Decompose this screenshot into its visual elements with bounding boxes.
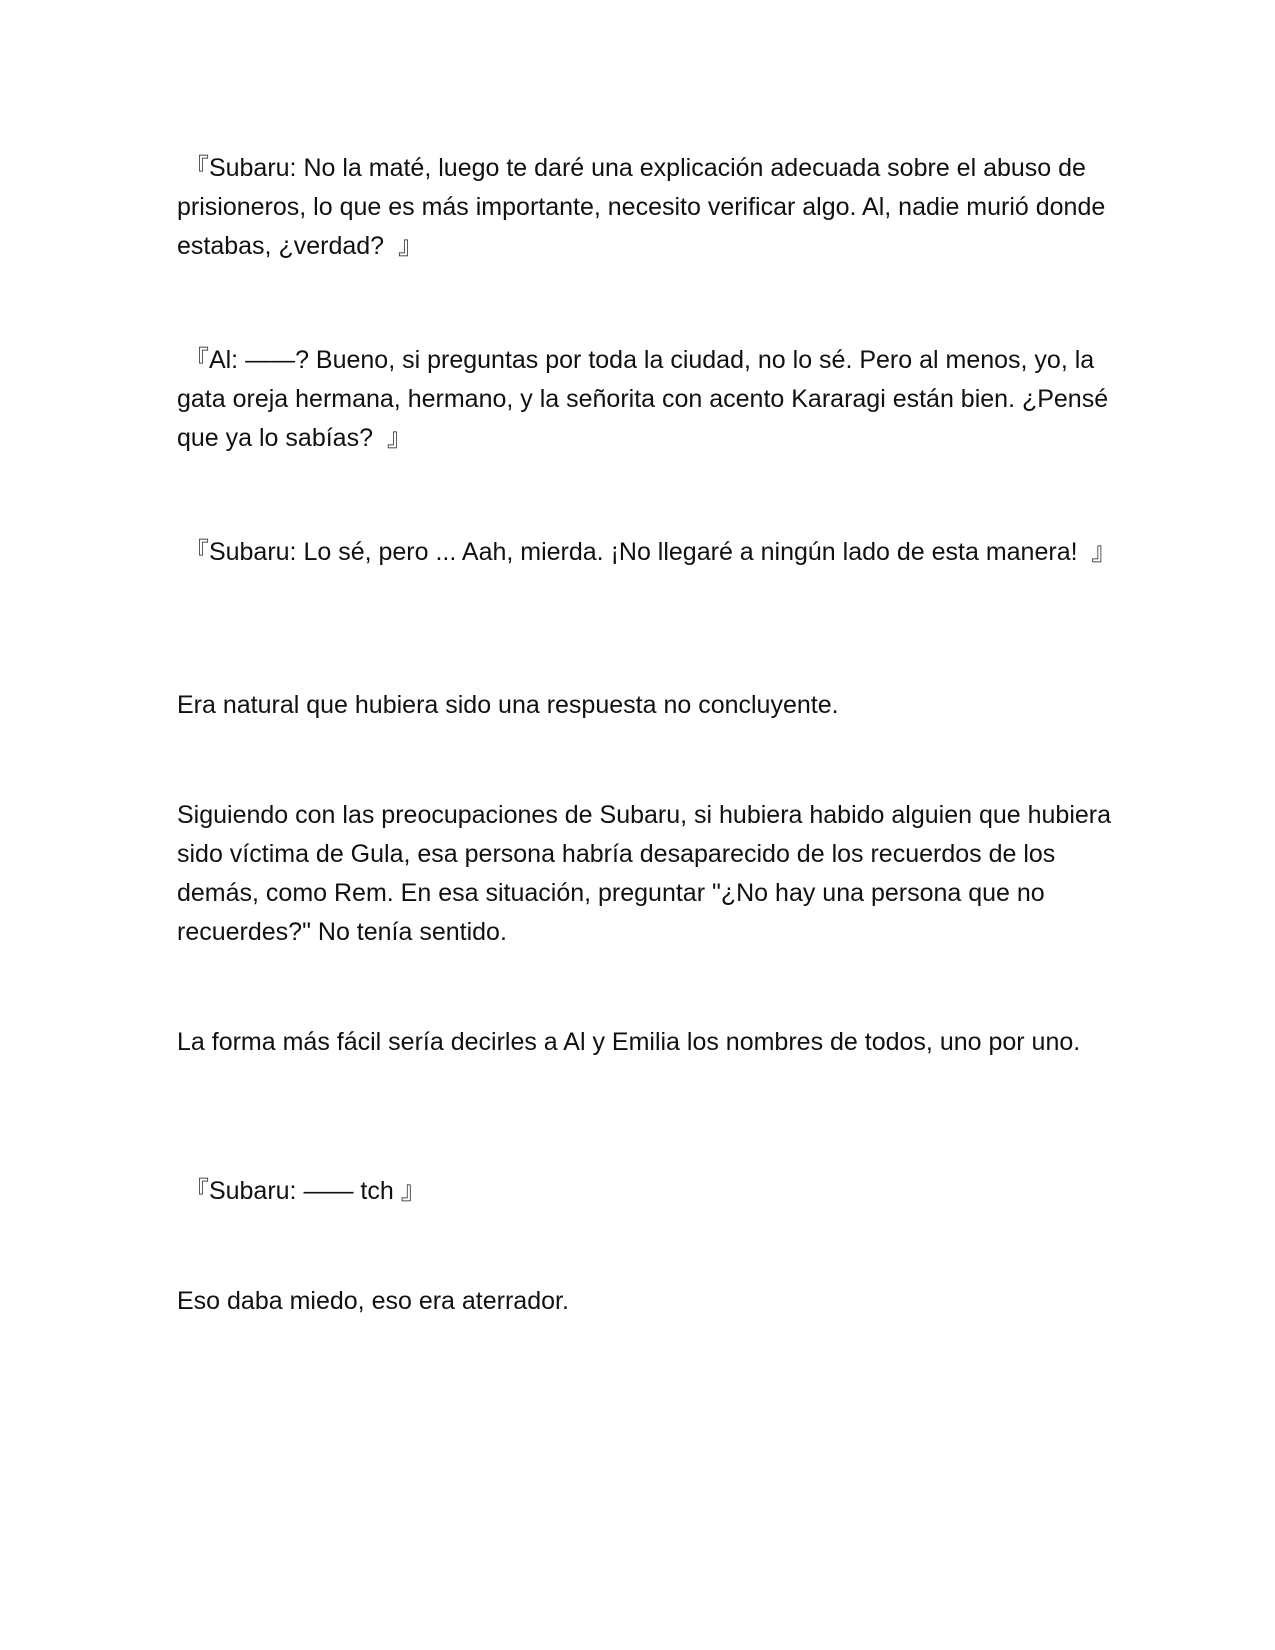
narration-inconclusive: Era natural que hubiera sido una respuesta no concluyente. (177, 691, 839, 719)
dialogue-subaru-frustration: 『Subaru: Lo sé, pero ... Aah, mierda. ¡No llegaré a ningún lado de esta manera! 』 (177, 538, 1117, 566)
narration-gula-concern: Siguiendo con las preocupaciones de Subaru, si hubiera habido alguien que hubiera sido víctima de Gula, esa persona habría desaparecido de los recuerdos de los demás, como Rem. En esa situación, preguntar "¿No hay una persona que no recuerdes?" No tenía sentido. (177, 801, 1112, 946)
narration-terrifying: Eso daba miedo, eso era aterrador. (177, 1287, 569, 1315)
dialogue-al-reply: 『Al: ——? Bueno, si preguntas por toda la ciudad, no lo sé. Pero al menos, yo, la gata oreja hermana, hermano, y la señorita con acento Kararagi están bien. ¿Pensé que ya lo sabías? 』 (177, 346, 1109, 452)
narration-easiest-way: La forma más fácil sería decirles a Al y Emilia los nombres de todos, uno por uno. (177, 1028, 1081, 1056)
dialogue-subaru-verify: 『Subaru: No la maté, luego te daré una explicación adecuada sobre el abuso de prisioneros, lo que es más importante, necesito verificar algo. Al, nadie murió donde estabas, ¿verdad? 』 (177, 154, 1106, 260)
dialogue-subaru-tch: 『Subaru: —— tch 』 (177, 1177, 426, 1205)
